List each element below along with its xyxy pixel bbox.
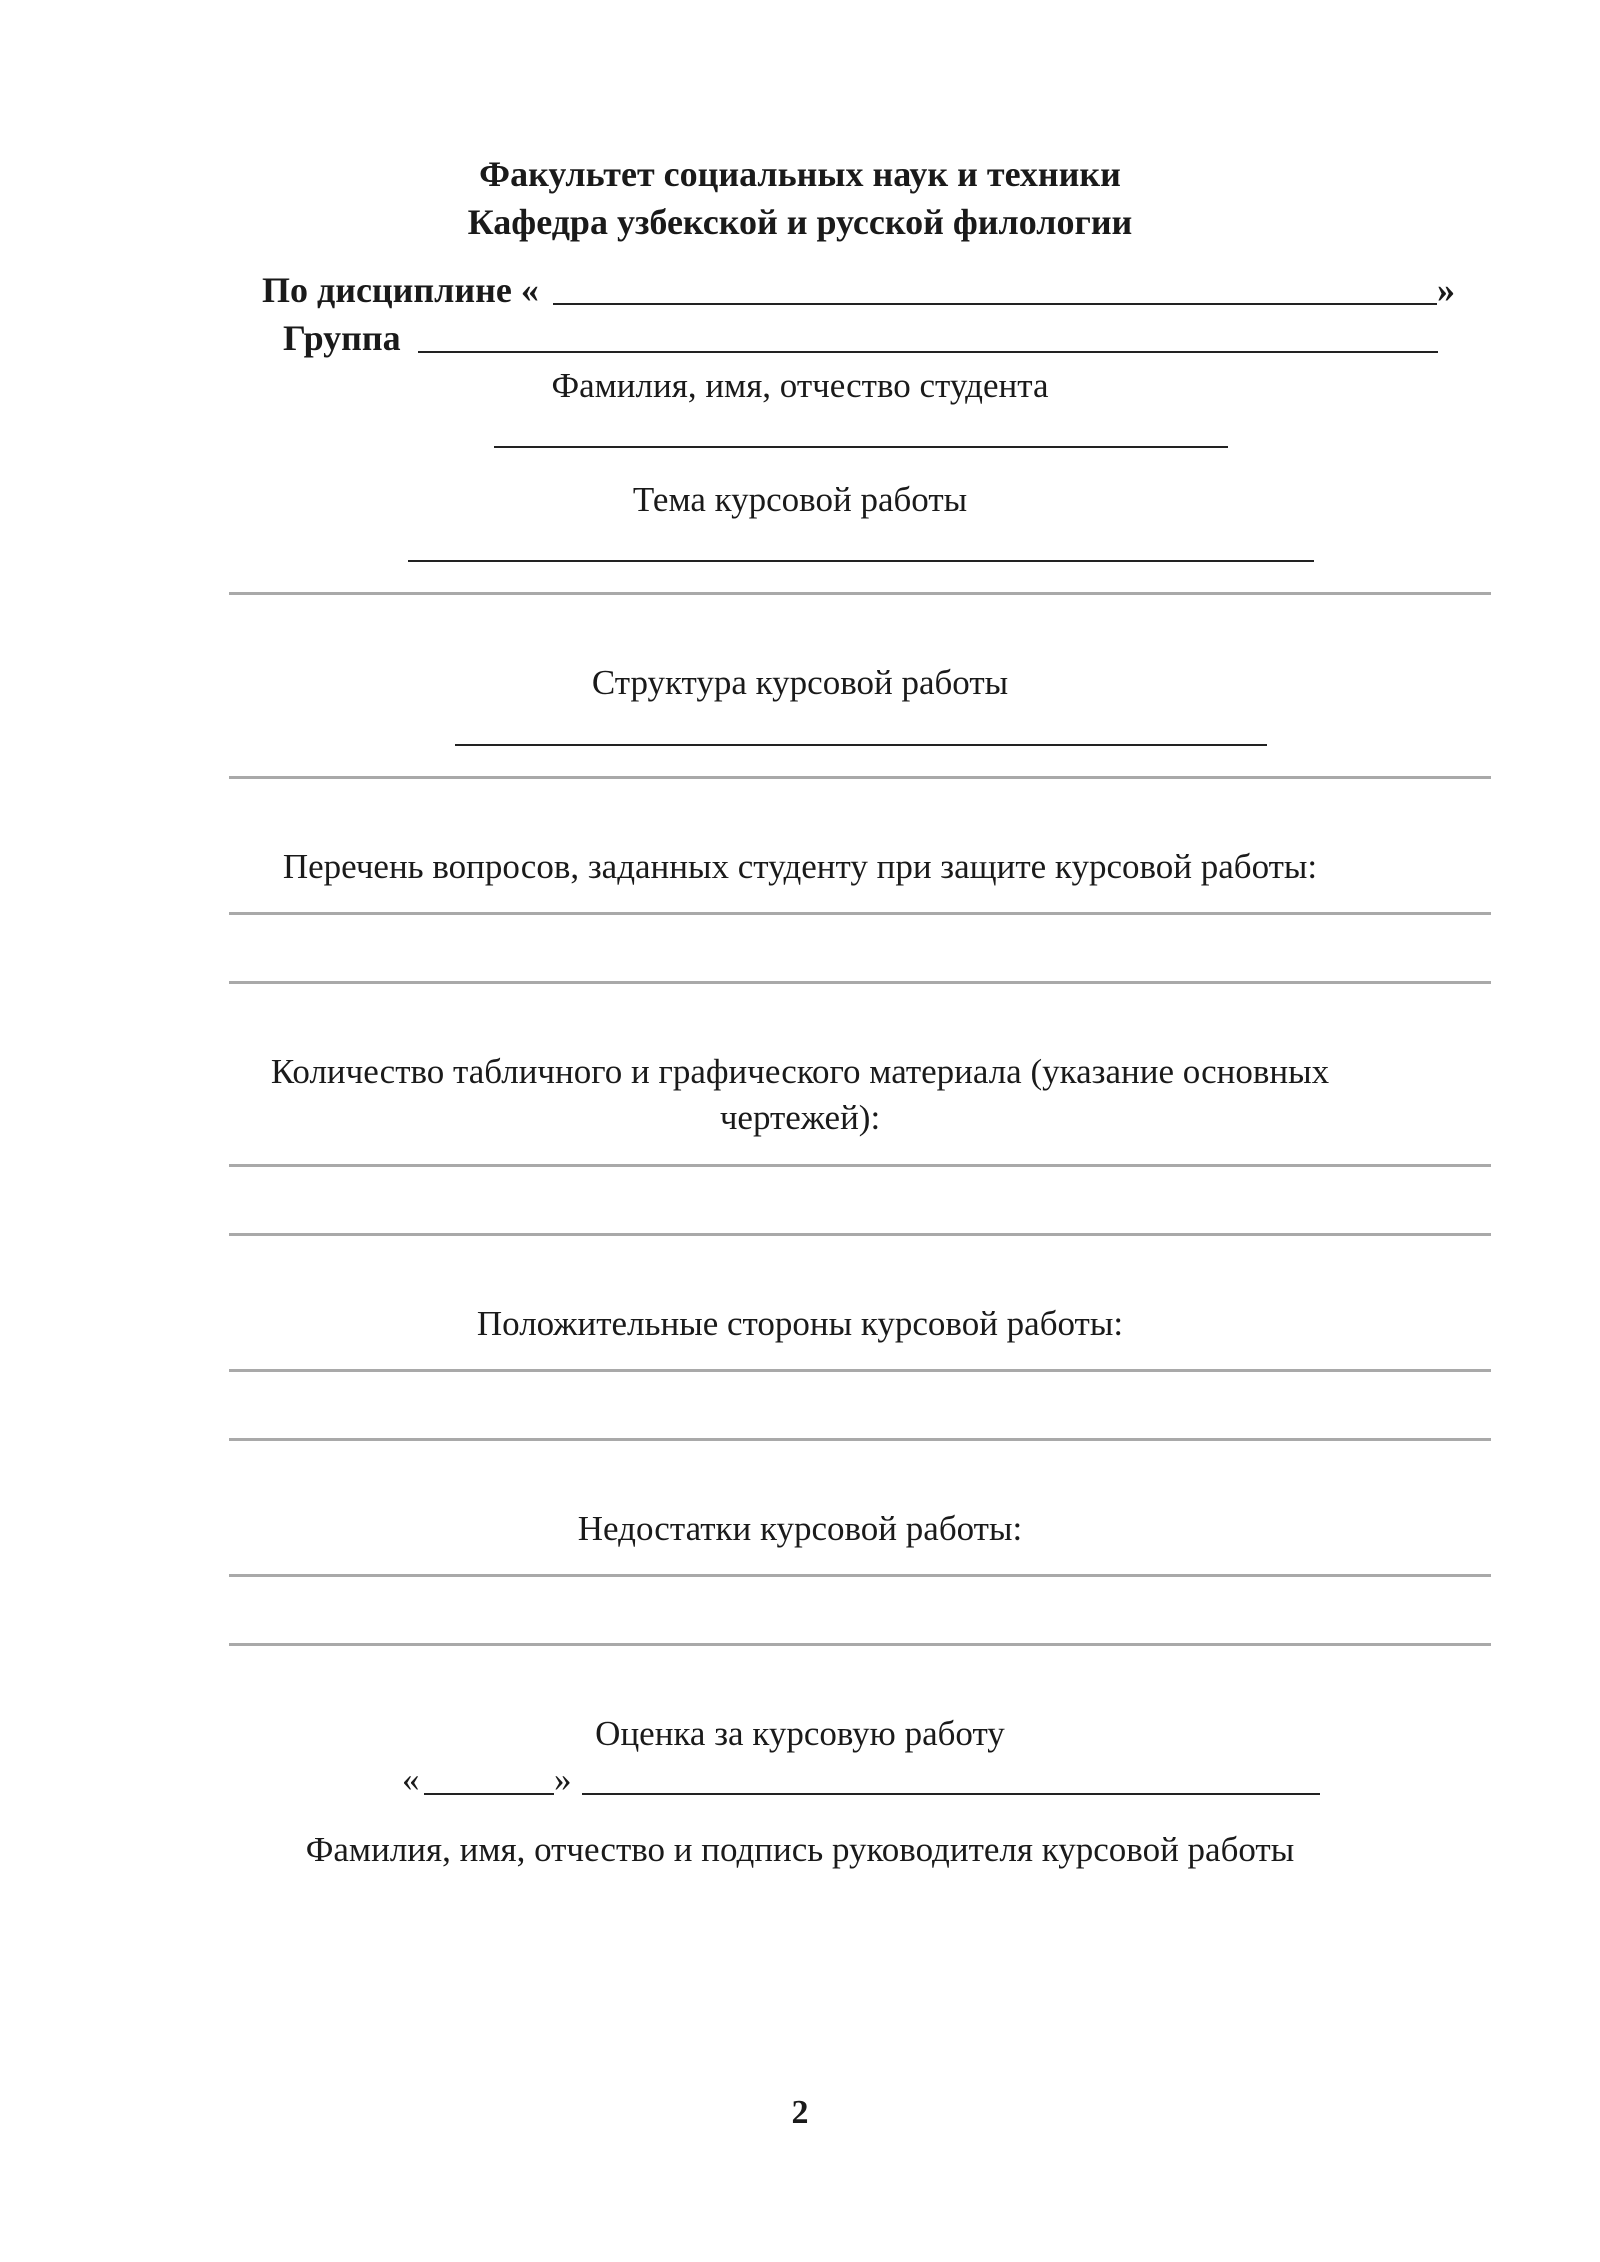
topic-label: Тема курсовой работы [632, 480, 968, 519]
supervisor-label: Фамилия, имя, отчество и подпись руководителя курсовой работы [305, 1830, 1295, 1869]
discipline-label: По дисциплине « [262, 270, 539, 310]
shortcomings-line-2[interactable] [229, 1643, 1491, 1646]
structure-line[interactable] [229, 776, 1491, 779]
grade-field[interactable] [424, 1793, 554, 1795]
grade-label: Оценка за курсовую работу [595, 1714, 1005, 1753]
shortcomings-line-1[interactable] [229, 1574, 1491, 1577]
topic-field[interactable] [408, 560, 1314, 562]
shortcomings-label: Недостатки курсовой работы: [577, 1509, 1023, 1548]
discipline-close-quote: » [1437, 270, 1455, 310]
department-title: Кафедра узбекской и русской филологии [467, 202, 1133, 242]
questions-label: Перечень вопросов, заданных студенту при защите курсовой работы: [282, 847, 1318, 886]
student-name-field[interactable] [494, 446, 1228, 448]
group-field[interactable] [418, 351, 1438, 353]
positive-label: Положительные стороны курсовой работы: [476, 1304, 1124, 1343]
grade-open-quote: « [402, 1760, 420, 1799]
materials-line-2[interactable] [229, 1233, 1491, 1236]
faculty-title: Факультет социальных наук и техники [479, 154, 1121, 194]
structure-label: Структура курсовой работы [591, 663, 1009, 702]
grade-close-quote: » [554, 1760, 572, 1799]
group-label: Группа [283, 318, 401, 358]
positive-line-1[interactable] [229, 1369, 1491, 1372]
materials-line-1[interactable] [229, 1164, 1491, 1167]
materials-label-line2: чертежей): [719, 1098, 881, 1137]
discipline-field[interactable] [553, 303, 1437, 305]
positive-line-2[interactable] [229, 1438, 1491, 1441]
questions-line-2[interactable] [229, 981, 1491, 984]
materials-label-line1: Количество табличного и графического материала (указание основных [270, 1052, 1330, 1091]
page-number: 2 [791, 2094, 809, 2131]
grade-signature-field[interactable] [582, 1793, 1320, 1795]
structure-field[interactable] [455, 744, 1267, 746]
questions-line-1[interactable] [229, 912, 1491, 915]
student-name-label: Фамилия, имя, отчество студента [551, 366, 1049, 405]
topic-line[interactable] [229, 592, 1491, 595]
